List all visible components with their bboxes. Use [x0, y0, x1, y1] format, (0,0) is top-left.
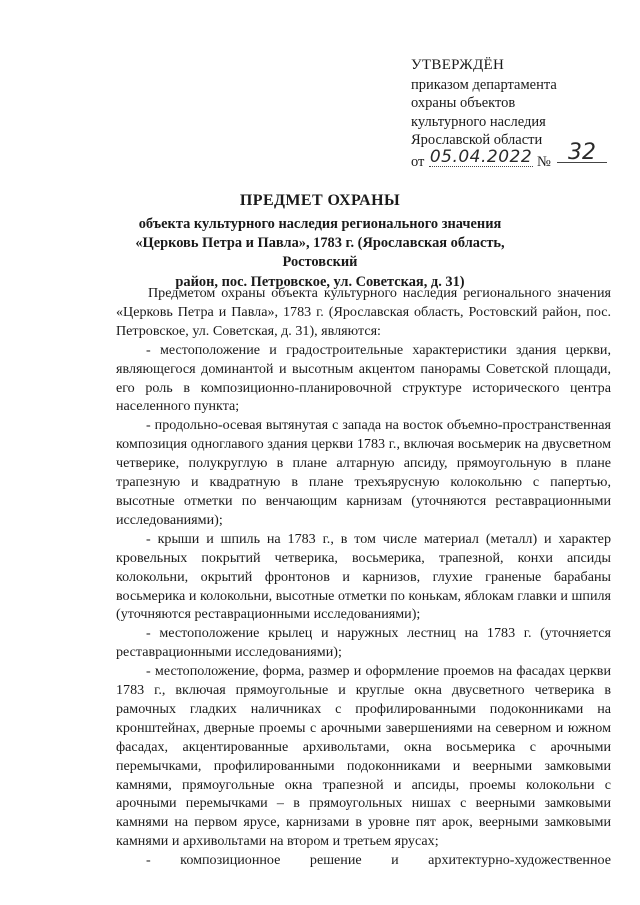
protection-item: - композиционное решение и архитектурно-художественное	[146, 852, 611, 869]
subtitle-line: район, пос. Петровское, ул. Советская, д. 31)	[175, 273, 465, 290]
approval-stamp: УТВЕРЖДЁН	[411, 57, 505, 73]
protection-item: - продольно-осевая вытянутая с запада на восток объемно-пространственная композиция одноглавого здания церкви 1783 г., включая восьмерик на двусветном четверике, полукруглую в плане алтарную апсиду, прямоугольную в плане трапезную и квадратную в плане трехъярусную колокольню с папертью, высотные отметки по венчающим карнизам (уточняются реставрационными исследованиями);	[116, 417, 611, 528]
protection-item: - крыши и шпиль на 1783 г., в том числе материал (металл) и характер кровельных покрытий четверика, восьмерика, трапезной, конхи апсиды колокольни, окрытий фронтонов и карнизов, глухие граненые барабаны восьмерика и колокольни, высотные отметки по конькам, яблокам главки и шпиля (уточняются реставрационными исследованиями);	[116, 530, 611, 623]
handwritten-date: 05.04.2022	[429, 147, 533, 168]
intro-paragraph: Предметом охраны объекта культурного наследия регионального значения «Церковь Петра и Павла», 1783 г. (Ярославская область, Ростовский район, пос. Петровское, ул. Советская, д. 31), являются:	[116, 285, 611, 339]
subtitle-line: объекта культурного наследия регионального значения	[138, 216, 502, 232]
document-title-block	[100, 190, 540, 292]
document-title: ПРЕДМЕТ ОХРАНЫ	[239, 192, 401, 209]
protection-item: - местоположение крылец и наружных лестниц на 1783 г. (уточняется реставрационными исследованиями);	[116, 625, 611, 661]
approval-line: Ярославской области	[411, 131, 543, 148]
number-prefix: №	[537, 154, 551, 171]
approval-date-number-row	[411, 140, 611, 174]
approval-line: охраны объектов	[411, 95, 516, 112]
document-subtitle	[100, 215, 540, 292]
protection-item: - местоположение и градостроительные характеристики здания церкви, являющегося доминантой и высотным акцентом панорамы Советской площади, его роль в композиционно-планировочной структуре исторического центра населенного пункта;	[116, 341, 611, 415]
document-body	[116, 284, 611, 870]
approval-line: приказом департамента	[411, 77, 557, 94]
approval-block	[411, 56, 611, 174]
handwritten-number: 32	[557, 144, 607, 163]
protection-item: - местоположение, форма, размер и оформление проемов на фасадах церкви 1783 г., включая прямоугольные и круглые окна двусветного четверика в рамочных гладких наличниках с профилированными подоконниками на кронштейнах, дверные проемы с арочными завершениями на северном и южном фасадах, акцентированные архивольтами, окна восьмерика с арочными перемычками, профилированными подоконниками и веерными замковыми камнями, прямоугольные окна трапезной и апсиды, проемы колокольни с арочными перемычками – в прямоугольных нишах с веерными замковыми камнями на первом ярусе, карнизами в уровне пят арок, веерными замковыми камнями и архивольтами на втором и третьем ярусах;	[116, 663, 611, 850]
subtitle-line: «Церковь Петра и Павла», 1783 г. (Ярославская область, Ростовский	[135, 235, 505, 271]
date-prefix: от	[411, 154, 425, 171]
approval-line: культурного наследия	[411, 113, 546, 130]
